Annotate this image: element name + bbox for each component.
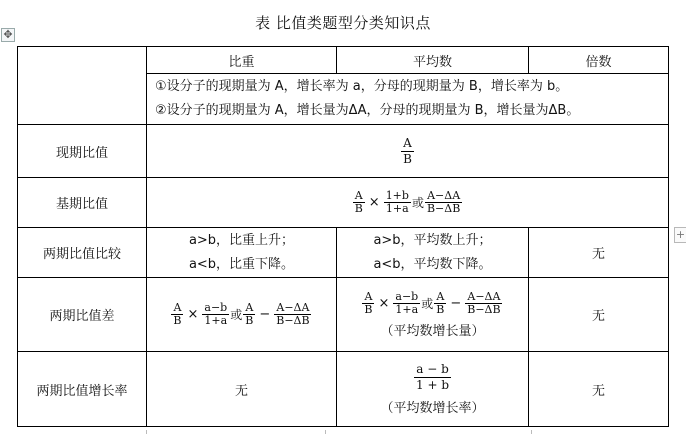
difference-average-cell [337,278,529,352]
growth-rate-multiple-cell: 无 [529,352,669,427]
average-difference-formula [341,291,524,316]
row-label-difference: 两期比值差 [18,278,147,352]
ratio-knowledge-table [17,46,669,427]
minus-sign: − [450,295,462,311]
row-label-growth-rate: 两期比值增长率 [18,352,147,427]
fraction-base-values [274,302,311,327]
fraction-numerator: A [354,189,363,202]
fraction-numerator: a−b [204,301,228,314]
header-average: 平均数 [337,47,529,74]
row-label-current-ratio: 现期比值 [18,125,147,178]
growth-rate-average-cell [337,352,529,427]
fraction-denominator: B [436,302,445,316]
difference-proportion-cell [147,278,337,352]
column-resize-marker[interactable] [531,430,532,434]
fraction-denominator: 1+a [395,302,419,316]
fraction-numerator: a−b [395,289,419,303]
fraction-denominator: B [364,302,373,316]
row-base-ratio [18,178,669,228]
notes-cell [147,74,669,125]
column-resize-marker[interactable] [325,430,326,434]
fraction-denominator: 1+a [204,314,228,327]
header-proportion: 比重 [147,47,337,74]
fraction-numerator: A−ΔA [427,189,461,202]
fraction-rate-diff [393,291,420,316]
fraction-denominator: 1 + b [416,378,449,392]
current-ratio-formula-cell [147,125,669,178]
corner-cell [18,47,147,125]
column-resize-marker[interactable] [146,430,147,434]
fraction-denominator: B [403,151,412,166]
growth-rate-fraction [414,362,451,393]
fraction-denominator: B−ΔB [426,202,461,215]
or-text: 或 [411,196,424,210]
fraction-base-values [425,190,462,215]
times-sign: × [378,295,390,311]
average-growth-rate-caption: （平均数增长率） [380,401,485,416]
times-sign: × [368,195,380,210]
or-text: 或 [230,308,243,322]
fraction-numerator: A−ΔA [467,289,501,303]
row-label-compare: 两期比值比较 [18,228,147,278]
fraction-numerator: A [403,135,412,150]
fraction-denominator: B [245,314,254,327]
compare-multiple-cell: 无 [529,228,669,278]
difference-multiple-cell: 无 [529,278,669,352]
times-sign: × [187,307,199,322]
row-current-ratio [18,125,669,178]
fraction-denominator: 1+a [385,202,409,215]
current-ratio-fraction [401,136,414,167]
row-compare [18,228,669,278]
row-label-base-ratio: 基期比值 [18,178,147,228]
fraction-a-over-b [243,302,255,327]
row-difference [18,278,669,352]
fraction-growth-factor [384,190,411,215]
average-fall-text: a<b，平均数下降。 [373,256,492,272]
header-multiple: 倍数 [529,47,669,74]
fraction-numerator: A [436,289,445,303]
fraction-a-over-b [353,190,365,215]
fraction-numerator: 1+b [385,189,409,202]
compare-proportion-cell [147,228,337,278]
fraction-numerator: A−ΔA [276,301,310,314]
average-growth-amount-caption: （平均数增长量） [380,323,485,339]
row-growth-rate [18,352,669,427]
average-rise-text: a>b，平均数上升； [373,232,492,248]
fraction-a-over-b [362,291,374,316]
fraction-base-values [465,291,502,316]
fraction-a-over-b [434,291,446,316]
table-title: 表 比值类题型分类知识点 [255,14,431,32]
note-1: ①设分子的现期量为 A，增长率为 a，分母的现期量为 B，增长率为 b。 [155,79,569,94]
note-2: ②设分子的现期量为 A，增长量为ΔA，分母的现期量为 B，增长量为ΔB。 [155,103,580,118]
fraction-numerator: A [173,301,182,314]
proportion-rise-text: a>b，比重上升； [188,232,295,248]
growth-rate-proportion-cell: 无 [147,352,337,427]
fraction-denominator: B−ΔB [467,302,501,316]
minus-sign: − [259,307,271,322]
base-ratio-formula-cell [147,178,669,228]
fraction-numerator: A [364,289,373,303]
add-row-icon[interactable]: + [675,228,686,241]
fraction-a-over-b [171,302,183,327]
fraction-rate-diff [202,302,229,327]
fraction-numerator: a − b [416,362,449,376]
fraction-denominator: B [173,314,182,327]
or-text: 或 [421,296,434,311]
fraction-denominator: B [354,202,363,215]
compare-average-cell [337,228,529,278]
fraction-numerator: A [245,301,254,314]
fraction-denominator: B−ΔB [276,314,310,327]
header-row [18,47,669,74]
proportion-fall-text: a<b，比重下降。 [188,256,295,272]
table-move-handle-icon[interactable]: ✥ [1,28,15,42]
